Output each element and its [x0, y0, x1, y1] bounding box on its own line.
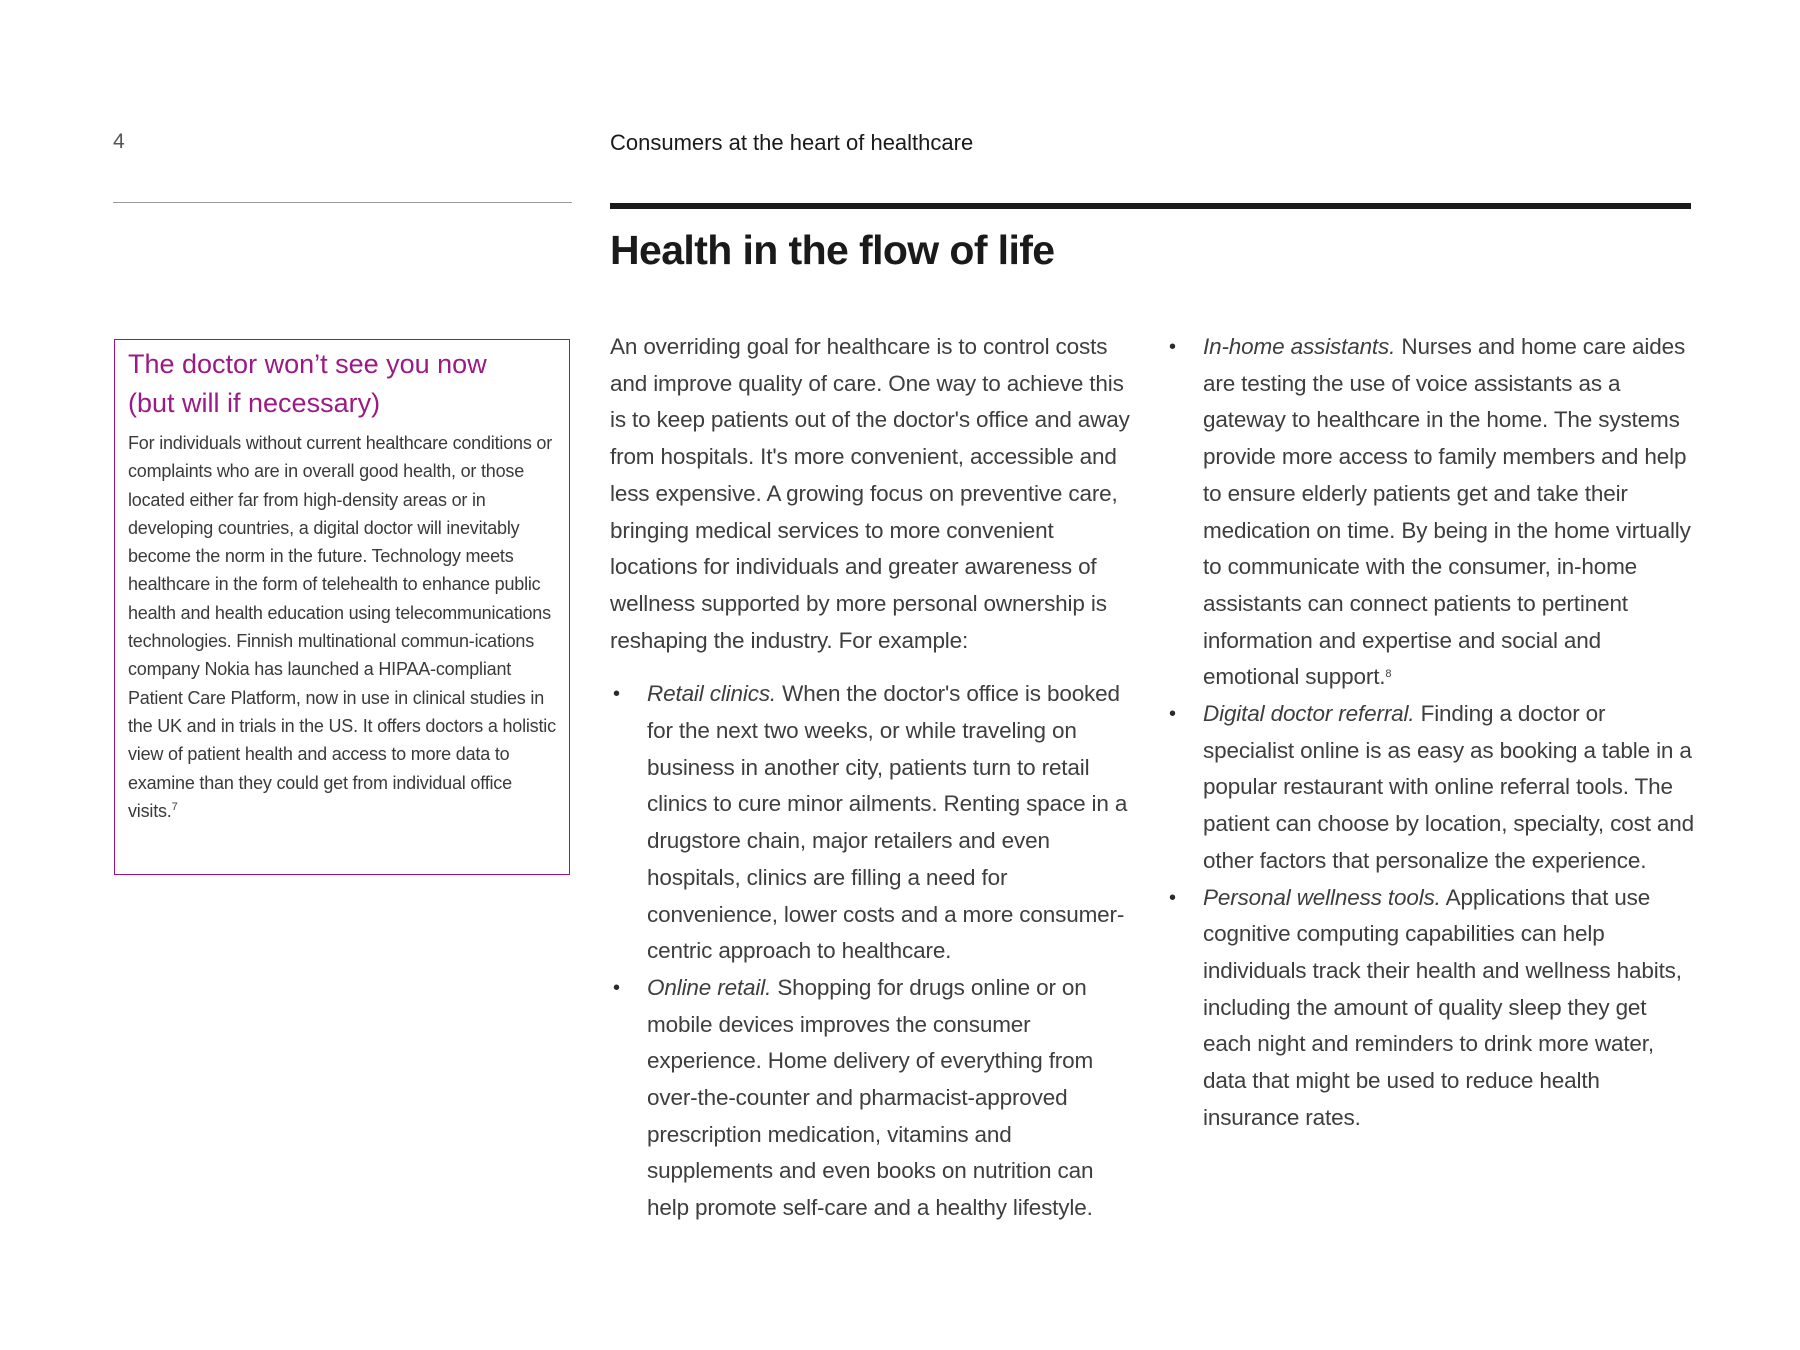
list-item-in-home-assistants — [1166, 329, 1696, 696]
item-lead: In-home assistants. — [1203, 334, 1396, 359]
item-lead: Personal wellness tools. — [1203, 884, 1441, 910]
item-lead: Retail clinics. — [647, 681, 777, 707]
item-text: Finding a doctor or specialist online is as easy as booking a table in a popular restaurant with online referral tools. The patient can choose by location, specialty, cost and other factors that personalize the experience. — [1203, 701, 1694, 873]
item-text: Nurses and home care aides are testing the use of voice assistants as a gateway to healthcare in the home. The systems provide more access to family members and help to ensure elderly patients get and take their medication on time. By being in the home virtually to communicate with the consumer, in-home assistants can connect patients to pertinent information and expertise and social and emotional support. — [1203, 334, 1691, 690]
title-rule — [610, 203, 1691, 209]
list-item-online-retail — [610, 970, 1140, 1227]
sidebar-title-line-2: (but will if necessary) — [128, 388, 381, 418]
intro-paragraph: An overriding goal for healthcare is to control costs and improve quality of care. One way to achieve this is to keep patients out of the doctor's office and away from hospitals. It's more convenient, accessible and less expensive. A growing focus on preventive care, bringing medical services to more convenient locations for individuals and greater awareness of wellness supported by more personal ownership is reshaping the industry. For example: — [610, 334, 1130, 653]
bullet-icon: • — [1169, 703, 1176, 726]
item-text: Shopping for drugs online or on mobile devices improves the consumer experience. Home delivery of everything from over-the-counter and pharmacist-approved prescription medication, vitamins and supplements and even books on nutrition can help promote self-care and a healthy lifestyle. — [647, 974, 1094, 1221]
item-text: Applications that use cognitive computing capabilities can help individuals track their health and wellness habits, including the amount of quality sleep they get each night and reminders to drink more water, data that might be used to reduce health insurance rates. — [1203, 884, 1682, 1130]
footnote-ref: 7 — [171, 800, 178, 813]
footnote-ref: 8 — [1385, 668, 1392, 681]
left-divider — [113, 202, 572, 203]
body-column-left — [610, 329, 1140, 1227]
list-item-personal-wellness-tools — [1166, 880, 1696, 1137]
bullet-list-left — [610, 676, 1140, 1227]
sidebar-title-line-1: The doctor won’t see you now — [128, 349, 487, 379]
sidebar-title — [128, 345, 557, 423]
item-lead: Digital doctor referral. — [1203, 701, 1415, 727]
list-item-retail-clinics — [610, 676, 1140, 970]
list-item-digital-doctor-referral — [1166, 696, 1696, 880]
item-lead: Online retail. — [647, 974, 772, 1000]
item-text: When the doctor's office is booked for the next two weeks, or while traveling on business in another city, patients turn to retail clinics to cure minor ailments. Renting space in a drugstore chain, major retailers and even hospitals, clinics are filling a need for convenience, lower costs and a more consumer-centric approach to healthcare. — [647, 681, 1128, 964]
page-title: Health in the flow of life — [610, 227, 1055, 273]
sidebar-body-text: For individuals without current healthcare conditions or complaints who are in overall good health, or those located either far from high-density areas or in developing countries, a digital doctor will inevitably become the norm in the future. Technology meets healthcare in the form of telehealth to enhance public health and health education using telecommunications technologies. Finnish multinational commun-ications company Nokia has launched a HIPAA-compliant Patient Care Platform, now in use in clinical studies in the UK and in trials in the US. It offers doctors a holistic view of patient health and access to more data to examine than they could get from individual office visits. — [128, 433, 556, 821]
sidebar-body — [128, 429, 557, 825]
bullet-icon: • — [613, 976, 620, 999]
sidebar-callout — [114, 339, 570, 875]
bullet-icon: • — [1169, 886, 1176, 909]
bullet-icon: • — [613, 683, 620, 706]
page-number: 4 — [113, 130, 125, 153]
bullet-icon: • — [1169, 336, 1176, 358]
bullet-list-right — [1166, 329, 1696, 1136]
body-column-right — [1166, 329, 1696, 1136]
running-title: Consumers at the heart of healthcare — [610, 130, 974, 155]
